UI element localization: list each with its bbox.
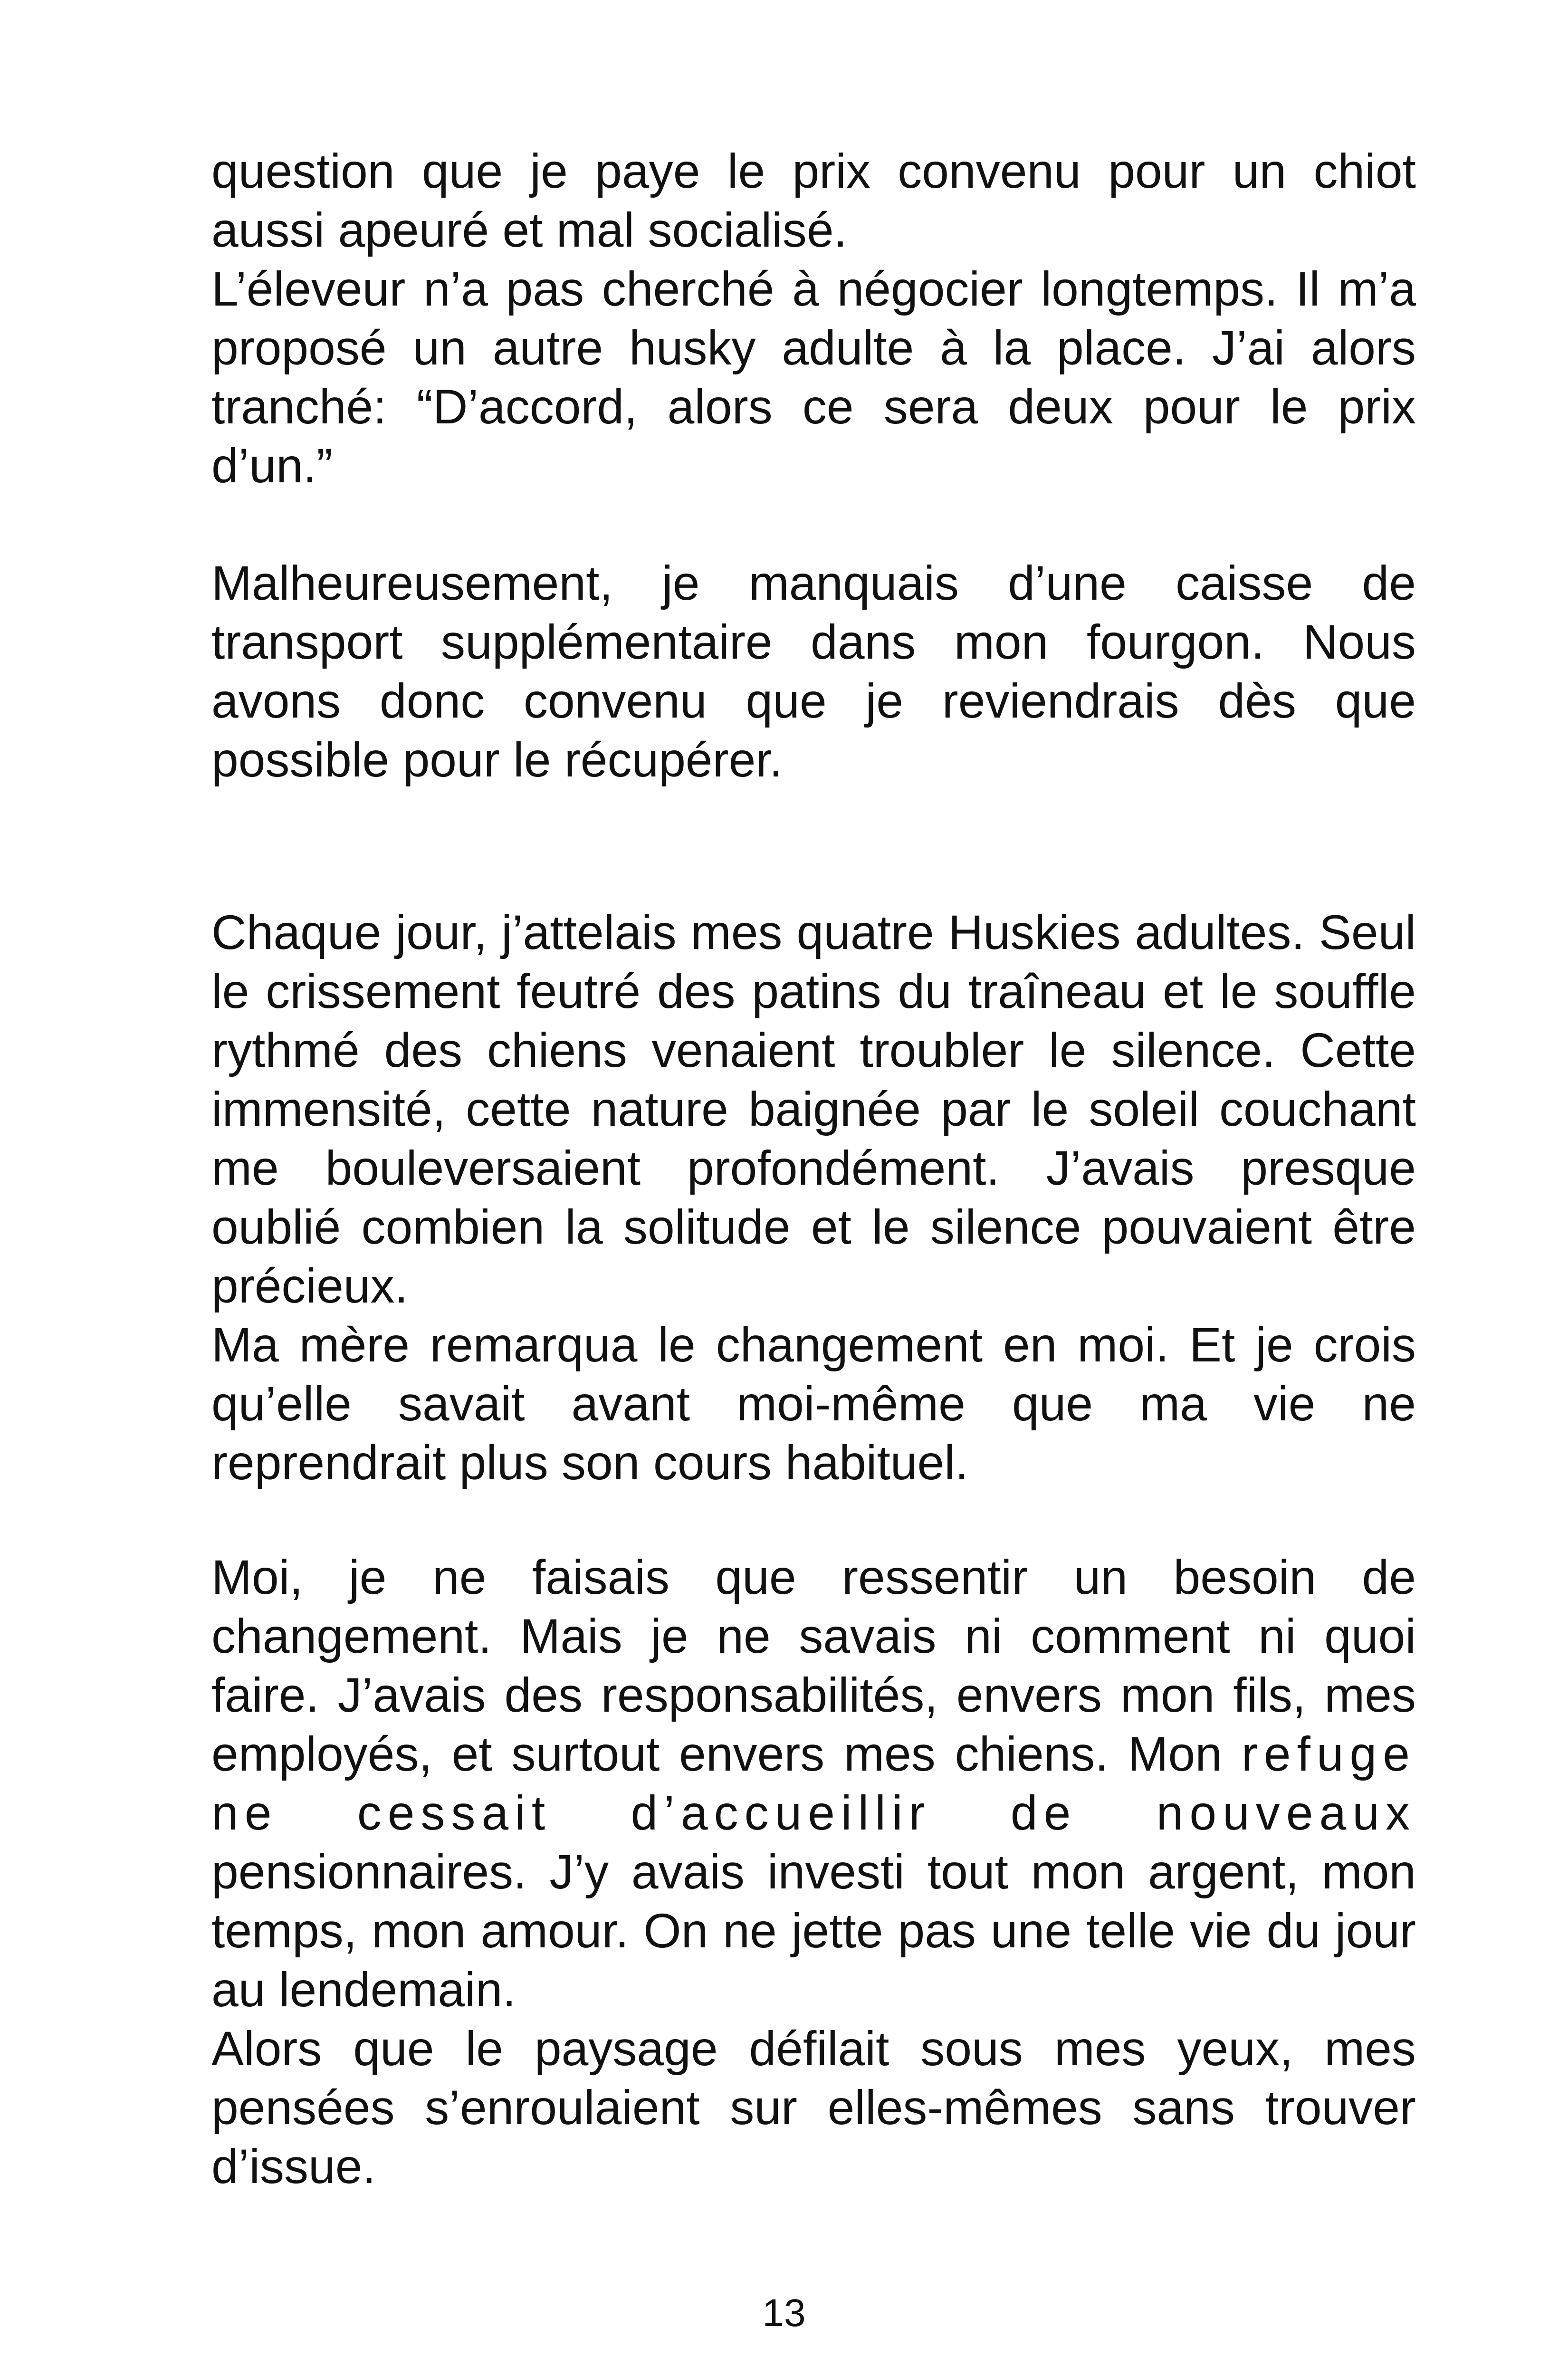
page-number: 13: [762, 2291, 806, 2335]
paragraph-1: question que je paye le prix convenu pour un chiot aussi apeuré et mal socialisé.: [211, 144, 1416, 257]
paragraph-3: Malheureusement, je manquais d’une caisse de transport supplémentaire dans mon fourgon. Nous avons donc convenu que je reviendrais dès que possible pour le récupérer.: [211, 556, 1416, 787]
text-block-4: [211, 1548, 1416, 2196]
paragraph-6-spaced-line: refuge ne cessait d’accueillir de nouveaux: [211, 1727, 1416, 1840]
paragraph-6-continuation: pensionnaires. J’y avais investi tout mon argent, mon temps, mon amour. On ne jette pas une telle vie du jour au lendemain.: [211, 1845, 1416, 2017]
paragraph-5: Ma mère remarqua le changement en moi. Et je crois qu’elle savait avant moi-même que ma vie ne reprendrait plus son cours habituel.: [211, 1318, 1416, 1490]
paragraph-7: Alors que le paysage défilait sous mes yeux, mes pensées s’enroulaient sur elles-mêmes sans trouver d’issue.: [211, 2022, 1416, 2194]
text-block-2: [211, 554, 1416, 789]
text-block-3: [211, 903, 1416, 1492]
paragraph-6-last-word: Mon: [1128, 1727, 1222, 1781]
paragraph-4: Chaque jour, j’attelais mes quatre Huskies adultes. Seul le crissement feutré des patins du traîneau et le souffle rythmé des chiens venaient troubler le silence. Cette immensité, cette nature baignée par le soleil couchant me bouleversaient profondément. J’avais presque oublié combien la solitude et le silence pouvaient être précieux.: [211, 905, 1416, 1313]
paragraph-2: L’éleveur n’a pas cherché à négocier longtemps. Il m’a proposé un autre husky adulte à la place. J’ai alors tranché: “D’accord, alors ce sera deux pour le prix d’un.”: [211, 262, 1416, 493]
paragraph-6-text: Moi, je ne faisais que ressentir un besoin de changement. Mais je ne savais ni comment ni quoi faire. J’avais des responsabilités, envers mon fils, mes employés, et surtout envers mes chiens.: [211, 1550, 1416, 1781]
paragraph-6: [211, 1548, 1416, 2019]
text-block-1: [211, 142, 1416, 495]
